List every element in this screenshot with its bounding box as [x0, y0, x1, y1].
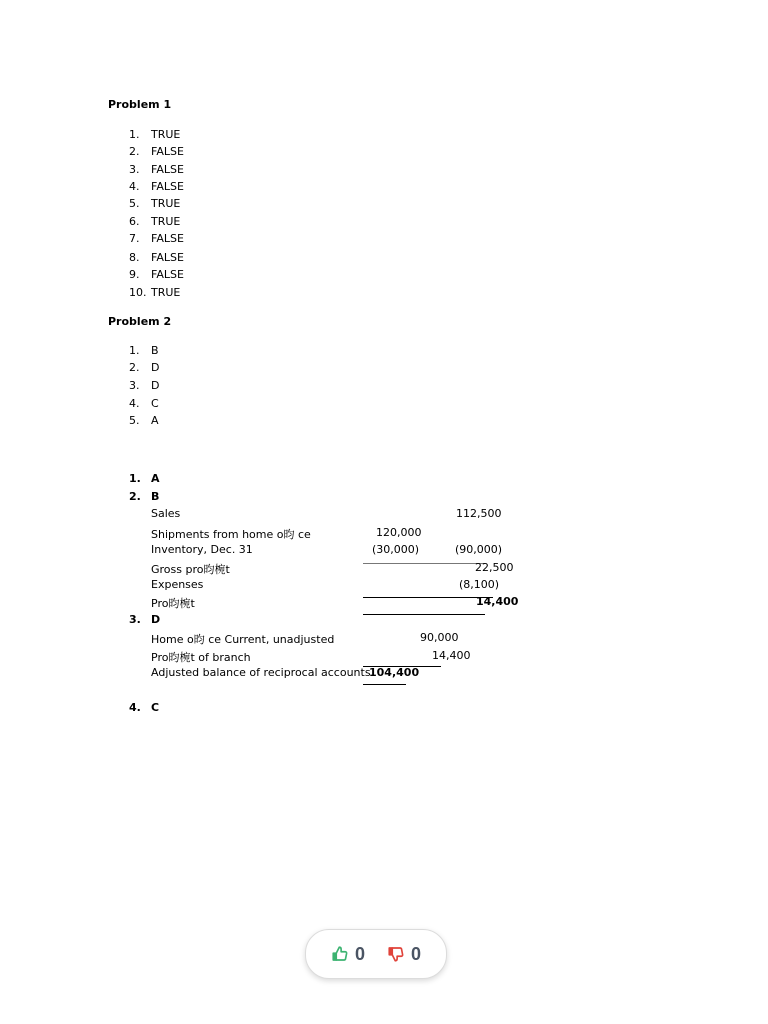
gross-profit-value: 22,500: [475, 561, 514, 574]
inventory-value: (30,000): [372, 543, 420, 556]
list-item-answer: C: [151, 397, 159, 410]
list-item-answer: FALSE: [151, 251, 184, 264]
expenses-label: Expenses: [151, 578, 204, 591]
thumbs-up-icon: [331, 945, 349, 963]
item-number: 7.: [129, 232, 140, 245]
item-number: 3.: [129, 379, 140, 392]
list-item-answer: D: [151, 379, 160, 392]
item-number: 1.: [129, 472, 141, 485]
expenses-value: (8,100): [459, 578, 500, 591]
item-number: 10.: [129, 286, 147, 299]
list-item: [129, 286, 147, 299]
list-item: [129, 251, 140, 264]
list-item-answer: B: [151, 490, 160, 503]
list-item: [129, 180, 140, 193]
adjusted-balance-value: 104,400: [369, 666, 420, 679]
shipments-label: Shipments from home o昀 ce: [151, 528, 311, 541]
item-number: 2.: [129, 361, 140, 374]
list-item-answer: FALSE: [151, 163, 184, 176]
shipments-value: 120,000: [376, 526, 422, 539]
sales-label: Sales: [151, 507, 181, 520]
list-item-answer: TRUE: [151, 128, 181, 141]
double-underline: [363, 614, 485, 615]
list-item-answer: TRUE: [151, 215, 181, 228]
item-number: 2.: [129, 490, 141, 503]
list-item-answer: B: [151, 344, 159, 357]
profit-value: 14,400: [476, 595, 519, 608]
item-number: 3.: [129, 613, 141, 626]
item-number: 5.: [129, 414, 140, 427]
list-item-answer: FALSE: [151, 145, 184, 158]
upvote-count: 0: [354, 943, 365, 964]
list-item-answer: A: [151, 414, 159, 427]
divider: [363, 563, 485, 564]
list-item-answer: A: [151, 472, 160, 485]
item-number: 3.: [129, 163, 140, 176]
item-number: 1.: [129, 344, 140, 357]
upvote-button[interactable]: [331, 944, 365, 965]
list-item: [129, 197, 140, 210]
inventory-label: Inventory, Dec. 31: [151, 543, 253, 556]
item-number: 4.: [129, 397, 140, 410]
vote-bar: [305, 929, 447, 979]
item-number: 1.: [129, 128, 140, 141]
list-item-answer: C: [151, 701, 160, 714]
thumbs-down-icon: [387, 945, 405, 963]
branch-profit-value: 14,400: [432, 649, 471, 662]
adjusted-balance-label: Adjusted balance of reciprocal accounts: [151, 666, 371, 679]
item-number: 5.: [129, 197, 140, 210]
list-item: [129, 215, 140, 228]
divider: [363, 597, 493, 598]
branch-profit-label: Pro昀椀t of branch: [151, 651, 251, 664]
list-item-answer: FALSE: [151, 268, 184, 281]
inventory-net-value: (90,000): [455, 543, 503, 556]
list-item-answer: D: [151, 613, 161, 626]
list-item: [129, 232, 140, 245]
downvote-button[interactable]: [387, 944, 421, 965]
list-item: [129, 128, 140, 141]
double-underline: [363, 684, 406, 685]
problem1-title: Problem 1: [108, 98, 172, 111]
downvote-count: 0: [411, 943, 422, 964]
gross-profit-label: Gross pro昀椀t: [151, 563, 230, 576]
home-office-value: 90,000: [420, 631, 459, 644]
item-number: 6.: [129, 215, 140, 228]
item-number: 8.: [129, 251, 140, 264]
list-item-answer: TRUE: [151, 197, 181, 210]
list-item-answer: D: [151, 361, 160, 374]
list-item: [129, 268, 140, 281]
sales-value: 112,500: [456, 507, 502, 520]
profit-label: Pro昀椀t: [151, 597, 195, 610]
list-item-answer: FALSE: [151, 180, 184, 193]
item-number: 4.: [129, 180, 140, 193]
list-item-answer: TRUE: [151, 286, 181, 299]
home-office-label: Home o昀 ce Current, unadjusted: [151, 633, 335, 646]
item-number: 9.: [129, 268, 140, 281]
list-item: [129, 145, 140, 158]
item-number: 4.: [129, 701, 141, 714]
list-item-answer: FALSE: [151, 232, 184, 245]
list-item: [129, 163, 140, 176]
problem2-title: Problem 2: [108, 315, 172, 328]
item-number: 2.: [129, 145, 140, 158]
